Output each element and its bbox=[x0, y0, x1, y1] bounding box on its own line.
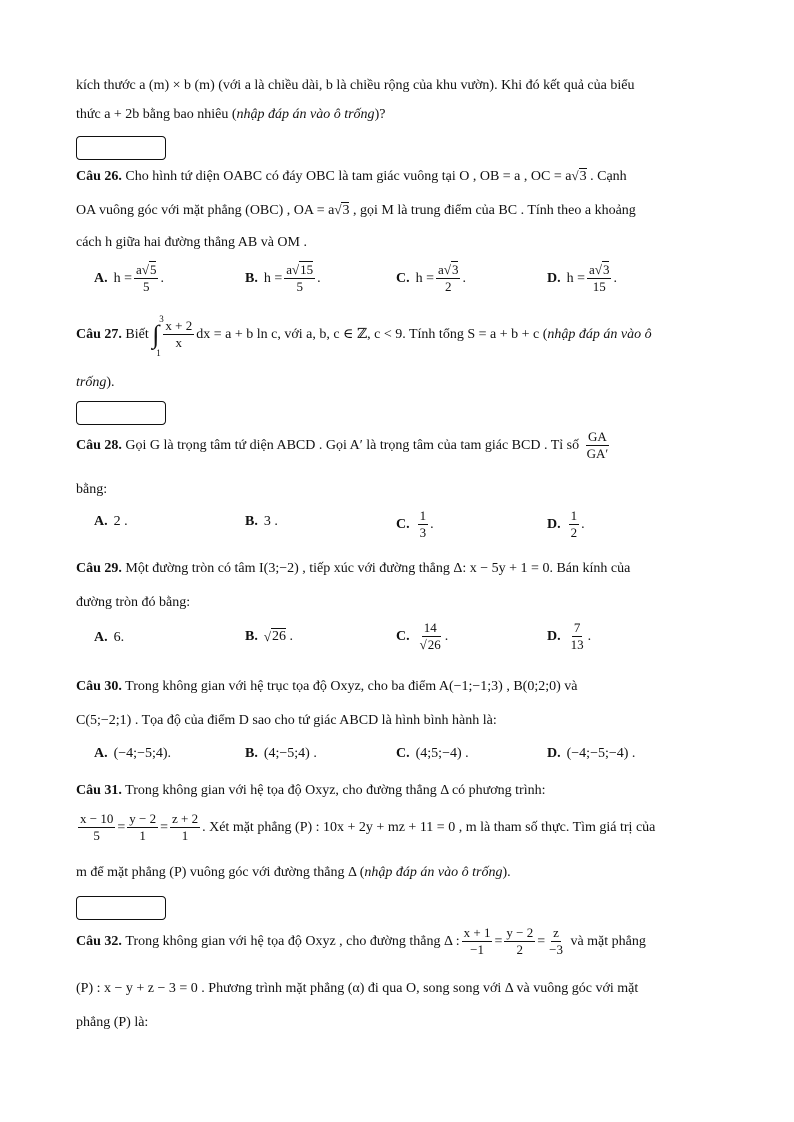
q26-line-2: OA vuông góc với mặt phẳng (OBC) , OA = a√3 , gọi M là trung điểm của BC . Tính theo a khoảng bbox=[76, 202, 636, 218]
q31-line-2: $\frac{x - 10}{5}$ = $\frac{y - 2}{1}$ = $\frac{z + 2}{1}$ . Xét mặt phẳng (P) : 10x + 2y + mz + 11 = 0 , m là tham số thực. Tìm giá trị của bbox=[80, 811, 656, 843]
integral-sign: ∫ 3 1 bbox=[152, 313, 164, 358]
q30-option-b[interactable]: B. (4;−5;4) . bbox=[245, 746, 317, 761]
q28-option-d[interactable]: D. $\frac{1}{2}$ . bbox=[547, 508, 585, 540]
q30-option-c[interactable]: C. (4;5;−4) . bbox=[396, 746, 469, 761]
q30-line-1: Câu 30. Trong không gian với hệ trục tọa độ Oxyz, cho ba điểm A(−1;−1;3) , B(0;2;0) và bbox=[76, 679, 578, 694]
q29-option-a[interactable]: A. 6. bbox=[94, 630, 125, 645]
intro-line-2: thức a + 2b bằng bao nhiêu (nhập đáp án vào ô trống)? bbox=[76, 107, 386, 122]
q28-line-2: bằng: bbox=[76, 482, 108, 497]
q30-line-2: C(5;−2;1) . Tọa độ của điểm D sao cho tứ giác ABCD là hình bình hành là: bbox=[76, 713, 497, 728]
q32-line-1: Câu 32. Trong không gian với hệ tọa độ Oxyz , cho đường thẳng Δ : $\frac{x + 1}{-1}$ = $\frac{y - 2}{2}$ = $\frac{z}{-3}$ và mặt phẳng bbox=[76, 925, 646, 957]
q30-option-a[interactable]: A. (−4;−5;4). bbox=[94, 746, 172, 761]
answer-box-q31[interactable] bbox=[76, 896, 166, 920]
q28-option-c[interactable]: C. $\frac{1}{3}$ . bbox=[396, 508, 434, 540]
q29-option-b[interactable]: B. √ 26 . bbox=[245, 628, 293, 644]
answer-box-q25[interactable] bbox=[76, 136, 166, 160]
q26-option-d[interactable]: D. h = $\frac{a√3}{15}$ . bbox=[547, 262, 617, 294]
q26-option-b[interactable]: B. h = $\frac{a√15}{5}$ . bbox=[245, 262, 321, 294]
q26-option-a[interactable]: A. h = $\frac{a√5}{5}$ . bbox=[94, 262, 164, 294]
q29-option-c[interactable]: C. $\frac{14}{√26}$ . bbox=[396, 620, 449, 652]
q26-line-1: Câu 26. Cho hình tứ diện OABC có đáy OBC là tam giác vuông tại O , OB = a , OC = a√3 . Cạnh bbox=[76, 168, 627, 184]
q26-line-3: cách h giữa hai đường thẳng AB và OM . bbox=[76, 235, 307, 250]
q29-option-d[interactable]: D. $\frac{7}{13}$ . bbox=[547, 620, 592, 652]
q29-line-1: Câu 29. Một đường tròn có tâm I(3;−2) , tiếp xúc với đường thẳng Δ: x − 5y + 1 = 0. Bán kính của bbox=[76, 561, 631, 576]
q26-option-c[interactable]: C. h = $\frac{a√3}{2}$ . bbox=[396, 262, 466, 294]
q28-option-a[interactable]: A. 2 . bbox=[94, 514, 128, 529]
q28-option-b[interactable]: B. 3 . bbox=[245, 514, 278, 529]
intro-line-1: kích thước a (m) × b (m) (với a là chiều dài, b là chiều rộng của khu vườn). Khi đó kết quả của biểu bbox=[76, 78, 635, 93]
q29-line-2: đường tròn đó bằng: bbox=[76, 595, 191, 610]
q32-line-3: phẳng (P) là: bbox=[76, 1015, 149, 1030]
answer-box-q27[interactable] bbox=[76, 401, 166, 425]
q32-line-2: (P) : x − y + z − 3 = 0 . Phương trình mặt phẳng (α) đi qua O, song song với Δ và vuông góc với mặt bbox=[76, 981, 639, 996]
q28-line-1: Câu 28. Gọi G là trọng tâm tứ diện ABCD . Gọi A′ là trọng tâm của tam giác BCD . Tỉ số $\frac{GA}{GA'}$ bbox=[76, 429, 609, 461]
q27-line-1: Câu 27. Biết ∫ 3 1 $\frac{x + 2}{x}$ dx = a + b ln c, với a, b, c ∈ ℤ, c < 9. Tính tổng S = a + b + c ( nhập đáp án vào ô bbox=[76, 313, 652, 358]
q31-line-1: Câu 31. Trong không gian với hệ tọa độ Oxyz, cho đường thẳng Δ có phương trình: bbox=[76, 783, 546, 798]
q27-line-2: trống). bbox=[76, 375, 115, 390]
q30-option-d[interactable]: D. (−4;−5;−4) . bbox=[547, 746, 636, 761]
q31-line-3: m để mặt phẳng (P) vuông góc với đường thẳng Δ (nhập đáp án vào ô trống). bbox=[76, 865, 511, 880]
